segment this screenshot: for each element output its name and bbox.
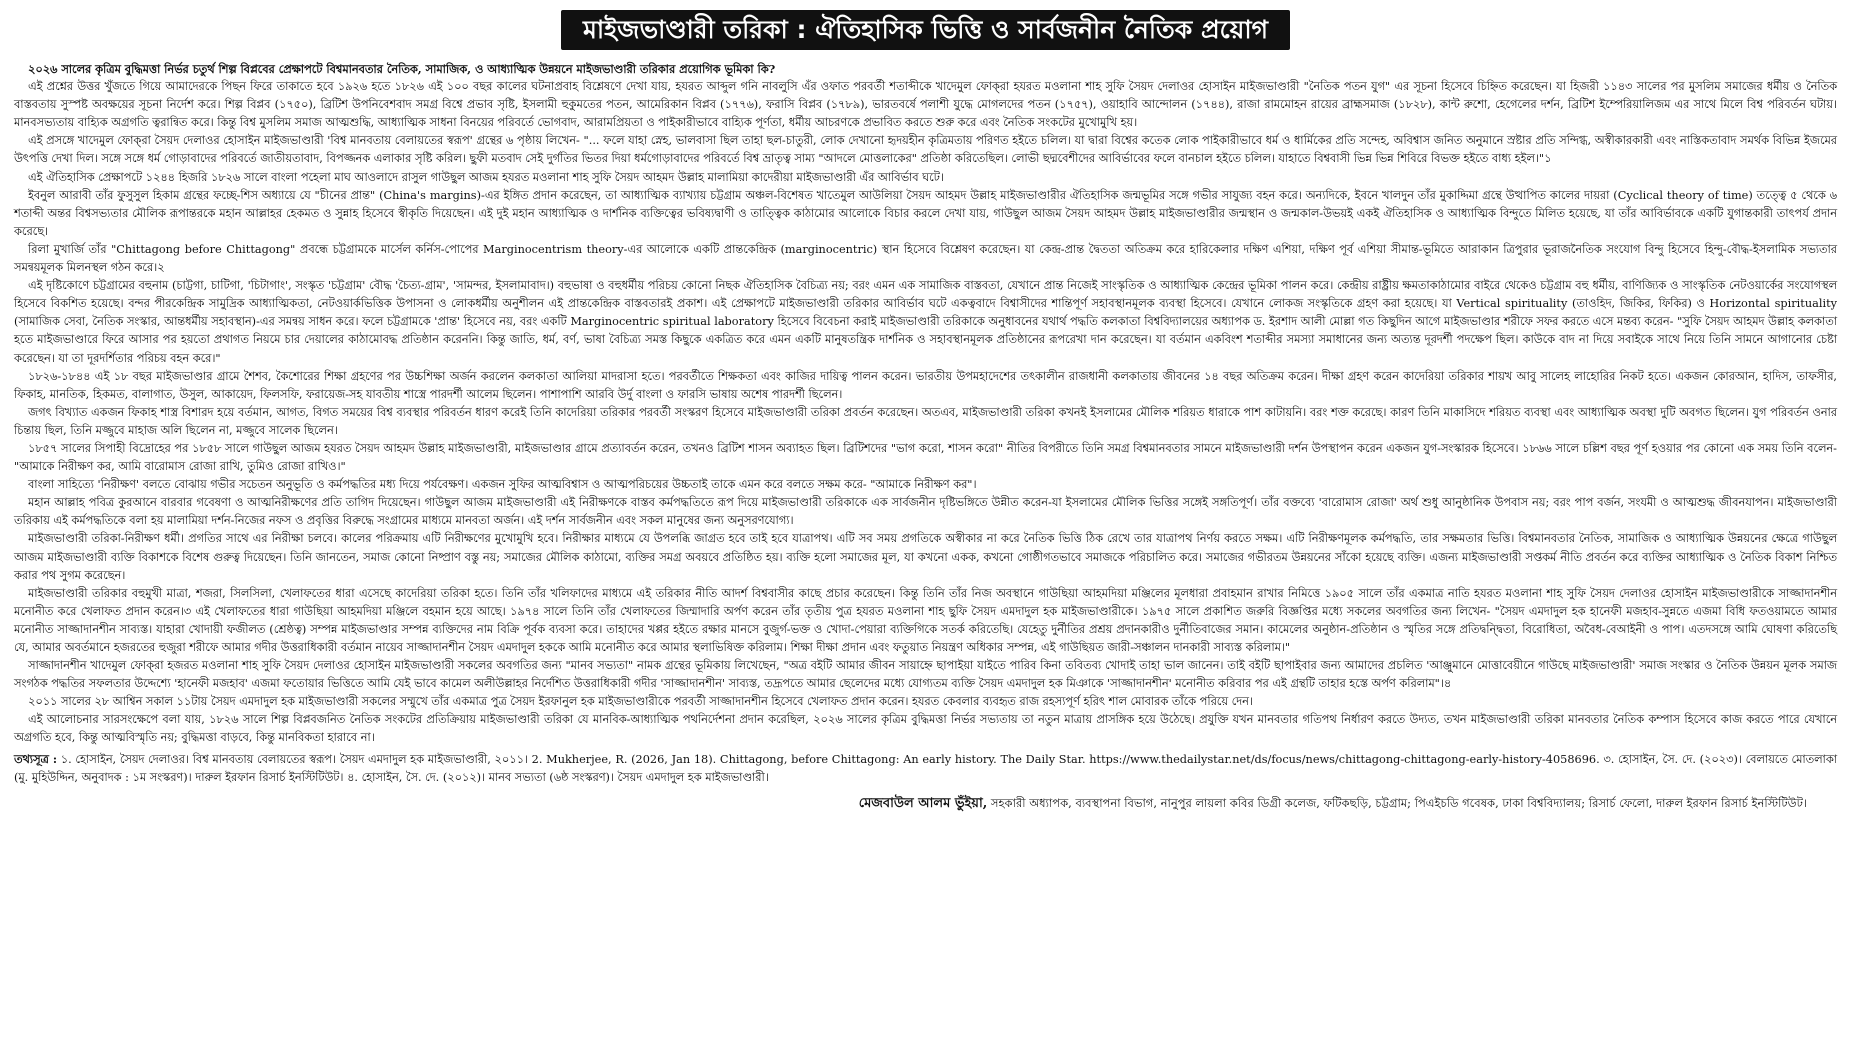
paragraph: মাইজভাণ্ডারী তরিকার বহুমুখী মাত্রা, শজরা, সিলসিলা, খেলাফতের ধারা এসেছে কাদেরিয়া তরিকা হতে। তিনি তাঁর খলিফাদের মাধ্যমে এই তরিকার নীতি আদর্শ বিশ্ববাসীর কাছে প্রচার করেছেন। কিন্তু তিনি তাঁর নিজ অবস্থানে গাউছিয়া আহমদিয়া মঞ্জিলের মূলধারা প্রবাহমান রাখার নিমিত্তে ১৯০৫ সালে তাঁর একমাত্র নাতি হযরত মওলানা শাহ সুফি সৈয়দ দেলাওর হোসাইন মাইজভাণ্ডারীকে সাজ্জাদানশীন মনোনীত করে খেলাফত প্রদান করেন।৩ এই খেলাফতের ধারা গাউছিয়া আহমদিয়া মঞ্জিলে বহমান হয়ে আছে। ১৯৭৪ সালে তিনি তাঁর খেলাফতের জিম্মাদারি অর্পণ করেন তাঁর তৃতীয় পুত্র হযরত মওলানা শাহ ছুফি সৈয়দ এমদাদুল হক মাইজভাণ্ডারীকে। ১৯৭৫ সালে প্রকাশিত জরুরি বিজ্ঞপ্তির মধ্যে সকলের অবগতির জন্য লিখেন- "সৈয়দ এমদাদুল হক হানেফী মজহাব-সুন্নতে এজমা বিধি ফতওয়ামতে আমার মনোনীত সাজ্জাদানশীন সাব্যস্ত। যাহারা খোদায়ী ফজীলত (শ্রেষ্ঠত্ব) সম্পন্ন মাইজভাণ্ডার সম্পন্ন ব্যক্তিদের নাম বিক্রি পূর্বক ব্যবসা করে। তাহাদের খপ্পর হইতে রক্ষার মানসে বুজুর্গ-ভক্ত ও খোদা-পেয়ারা ব্যক্তিগিকে সতর্ক করিতেছি। যেহেতু দুর্নীতির প্রশ্রয় প্রদানকারীও দুর্নীতিবাজের সমান। কামেলের অনুষ্ঠান-প্রতিষ্ঠান ও স্মৃতির সঙ্গে প্রতিদ্বন্দ্বিতা, বিরোধিতা, অবৈধ-বেআইনী ও পাপ। এতদসঙ্গে আমি ঘোষণা করিতেছি যে, আমার অবর্তমানে হজরতের হুজুরা শরীফে আমার গদীর উত্তরাধিকারী বর্তমান নায়েব সাজ্জাদানশীন সৈয়দ এমদাদুল হককে আমি মনোনীত করে আমার স্থলাভিষিক্ত করিলাম। শিক্ষা দীক্ষা প্রদান এবং ফতুয়াত নিয়ন্ত্রণ অধিকার সম্পন্ন, এই গাউছিয়ত জারী-সঞ্চালন দানকারী সাব্যস্ত করিলাম।" (14, 586, 1837, 654)
references-text: ১. হোসাইন, সৈয়দ দেলাওর। বিশ্ব মানবতায় বেলায়তের স্বরূপ। সৈয়দ এমদাদুল হক মাইজভাণ্ডারী, ২০১১। 2. Mukherjee, R. (2026, Jan 18). Chittagong, before Chittagong: An early history. The Daily Star. https://www.thedailystar.net/ds/focus/news/chittagong-chittagong-early-history-4058696. ৩. হোসাইন, সৈ. দে. (২০২৩)। বেলায়তে মোতলাকা (মু. মুহিউদ্দিন, অনুবাদক : ১ম সংস্করণ)। দারুল ইরফান রিসার্চ ইনস্টিটিউট। ৪. হোসাইন, সৈ. দে. (২০১২)। মানব সভ্যতা (৬ষ্ঠ সংস্করণ)। সৈয়দ এমদাদুল হক মাইজভাণ্ডারী। (14, 752, 1838, 784)
byline (14, 793, 1837, 814)
paragraph: মাইজভাণ্ডারী তরিকা-নিরীক্ষণ ধর্মী। প্রগতির সাথে এর নিরীক্ষা চলবে। কালের পরিক্রমায় এটি নিরীক্ষণের মুখোমুখি হবে। নিরীক্ষার মাধ্যমে যে উপলব্ধি জাগ্রত হবে তাই হবে যাত্রাপথ। এটি সব সময় প্রগতিকে অস্বীকার না করে নৈতিক ভিত্তি ঠিক রেখে তার যাত্রাপথ নির্ণয় করতে সক্ষম। এটি নিরীক্ষণমূলক কর্মপদ্ধতি, তার সক্ষমতার ভিত্তি। বিশ্বমানবতার নৈতিক, সামাজিক ও আধ্যাত্মিক উন্নয়নের ক্ষেত্রে গাউছুল আজম মাইজভাণ্ডারী ব্যক্তি বিকাশকে বিশেষ গুরুত্ব দিয়েছেন। তিনি জানতেন, সমাজ কোনো নিষ্প্রাণ বস্তু নয়; সমাজের মৌলিক কাঠামো, ব্যক্তির সমগ্র অবয়বে প্রতিষ্ঠিত হয়। ব্যক্তি হলো সমাজের মূল, যা কখনো একক, কখনো গোষ্ঠীগতভাবে সমাজকে পরিচালিত করে। সমাজের গভীরতম উন্নয়নের সাঁকো হয়েছে ব্যক্তি। এজন্য মাইজভাণ্ডারী সপ্তকর্ম নীতি প্রবর্তন করে ব্যক্তির আধ্যাত্মিক ও নৈতিক বিকাশ নিশ্চিত করার পথ সুগম করেছেন। (14, 532, 1837, 582)
paragraph: ১৮৫৭ সালের সিপাহী বিদ্রোহের পর ১৮৫৮ সালে গাউছুল আজম হযরত সৈয়দ আহমদ উল্লাহ মাইজভাণ্ডারী, মাইজভাণ্ডার গ্রামে প্রত্যাবর্তন করেন, তখনও ব্রিটিশ শাসন অব্যাহত ছিল। ব্রিটিশদের "ভাগ করো, শাসন করো" নীতির বিপরীতে তিনি সমগ্র বিশ্বমানবতার সামনে মাইজভাণ্ডারী দর্শন উপস্থাপন করেন একজন যুগ-সংস্কারক হিসেবে। ১৮৬৬ সালে চল্লিশ বছর পূর্ণ হওয়ার পর কোনো এক সময় তিনি বলেন- "আমাকে নিরীক্ষণ কর, আমি বারোমাস রোজা রাখি, তুমিও রোজা রাখিও।" (14, 441, 1837, 474)
paragraph: বাংলা সাহিত্যে 'নিরীক্ষণ' বলতে বোঝায় গভীর সচেতন অনুভূতি ও কর্মপদ্ধতির মধ্য দিয়ে পর্যবেক্ষণ। একজন সুফির আত্মবিশ্বাস ও আত্মপরিচয়ের উচ্চতাই তাকে এমন করে বলতে সক্ষম করে- "আমাকে নিরীক্ষণ কর"। (28, 478, 977, 492)
paragraph: এই ঐতিহাসিক প্রেক্ষাপটে ১২৪৪ হিজরি ১৮২৬ সালে বাংলা পহেলা মাঘ আওলাদে রাসুল গাউছুল আজম হযরত মওলানা শাহ সুফি সৈয়দ আহমদ উল্লাহ মালামিয়া কাদেরীয়া মাইজভাণ্ডারী এঁর আবির্ভাব ঘটে। (28, 170, 944, 184)
lead-question: ২০২৬ সালের কৃত্রিম বুদ্ধিমত্তা নির্ভর চতুর্থ শিল্প বিপ্লবের প্রেক্ষাপটে বিশ্বমানবতার নৈতিক, সামাজিক, ও আধ্যাত্মিক উন্নয়নে মাইজভাণ্ডারী তরিকার প্রয়োগিক ভূমিকা কি? (28, 62, 776, 76)
paragraph: ১৮২৬-১৮৪৪ এই ১৮ বছর মাইজভাণ্ডার গ্রামে শৈশব, কৈশোরের শিক্ষা গ্রহণের পর উচ্চশিক্ষা অর্জন করলেন কলকাতা আলিয়া মাদরাসা হতে। পরবর্তীতে শিক্ষকতা এবং কাজির দায়িত্ব পালন করেন। ভারতীয় উপমহাদেশের তৎকালীন রাজধানী কলকাতায় জীবনের ১৪ বছর অতিক্রম করেন। দীক্ষা গ্রহণ করেন কাদেরিয়া তরিকার শায়খ আবু সালেহ লাহোরির নিকট হতে। একজন কোরআন, হাদিস, তাফসীর, ফিকাহ, মানতিক, হিকমত, বালাগাত, উসুল, আকায়েদ, ফিলসফি, ফরায়েজ-সহ যাবতীয় শাস্ত্রে পারদর্শী আলেম ছিলেন। পাশাপাশি আরবি উর্দু বাংলা ও ফারসি ভাষায় অশেষ পারদর্শী ছিলেন। (14, 369, 1837, 401)
paragraph: এই প্রশ্নের উত্তর খুঁজতে গিয়ে আমাদেরকে পিছন ফিরে তাকাতে হবে ১৯২৬ হতে ১৮২৬ এই ১০০ বছর কালের ঘটনাপ্রবাহ বিশ্লেষণে দেখা যায়, হযরত আব্দুল গনি নাবলুসি এঁর ওফাত পরবর্তী শতাব্দীকে খাদেমুল ফোক্‌রা হযরত মওলানা শাহ সুফি সৈয়দ দেলাওর হোসাইন মাইজভাণ্ডারী "নৈতিক পতন যুগ" এর সূচনা হিসেবে চিহ্নিত করেছেন। যা হিজরী ১১৪৩ সালের পর মুসলিম সমাজের ধর্মীয় ও নৈতিক বাস্তবতায় সুস্পষ্ট অবক্ষয়ের সূচনা নির্দেশ করে। শিল্প বিপ্লব (১৭৫০), ব্রিটিশ উপনিবেশবাদ সমগ্র বিশ্বে প্রভাব সৃষ্টি, ইসলামী হুকুমতের পতন, আমেরিকান বিপ্লব (১৭৭৬), ফরাসি বিপ্লব (১৭৮৯), ভারতবর্ষে পলাশী যুদ্ধে মোগলদের পতন (১৭৫৭), ওয়াহাবি আন্দোলন (১৭৪৪), রাজা রামমোহন রায়ের ব্রাহ্মসমাজ (১৮২৮), কান্ট রুশো, হেগেলের দর্শন, ব্রিটিশ ইম্পেরিয়ালিজম এর সাথে মিলে বিশ্ব পরিবর্তন ঘটায়। মানবসভ্যতায় বাহ্যিক অগ্রগতি ত্বরান্বিত করে। কিন্তু বিশ্ব মুসলিম সমাজ আত্মশুদ্ধি, আধ্যাত্মিক সাধনা বিনয়ের পরিবর্তে ভোগবাদ, আরামপ্রিয়তা ও পাইকারীভাবে বাহ্যিক পূর্ণতা, ধর্মীয় আচরণকে প্রভাবিত করতে শুরু করে এবং নৈতিক সংকটের মুখোমুখি হয়। (14, 80, 1838, 130)
paragraph: জগৎ বিখ্যাত একজন ফিকাহ শাস্ত্র বিশারদ হয়ে বর্তমান, আগত, বিগত সময়ের বিশ্ব ব্যবস্থার পরিবর্তন ধারণ করেই তিনি কাদেরিয়া তরিকার পরবর্তী সংস্করণ হিসেবে মাইজভাণ্ডারী তরিকা প্রবর্তন করেছেন। অতএব, মাইজভাণ্ডারী তরিকা কখনই ইসলামের মৌলিক শরিয়ত ধারাকে পাশ কাটায়নি। বরং শক্ত করেছে। কারণ তিনি মাকাসিদে শরিয়ত ব্যবস্থা এবং আধ্যাত্মিক অবস্থা দুটি অবগত ছিলেন। যুগ পরিবর্তন ওনার চিন্তায় ছিল, তিনি মজ্জুবে মাহাজ অলি ছিলেন না, মজ্জুবে সালেক ছিলেন। (14, 405, 1837, 437)
references-label: তথ্যসূত্র : (14, 751, 58, 766)
paragraph: ইবনুল আরাবী তাঁর ফুসুসুল হিকাম গ্রন্থের ফচ্ছে-শিস অধ্যায়ে যে "চীনের প্রান্ত" (China's margins)-এর ইঙ্গিত প্রদান করেছেন, তা আধ্যাত্মিক ব্যাখ্যায় চট্টগ্রাম অঞ্চল-বিশেষত খাতেমুল আউলিয়া সৈয়দ আহমদ উল্লাহ মাইজভাণ্ডারীর ঐতিহাসিক জন্মভূমির সঙ্গে গভীর সাযুজ্য বহন করে। অন্যদিকে, ইবনে খালদুন তাঁর মুকাদ্দিমা গ্রন্থে উত্থাপিত কালের দায়রা (Cyclical theory of time) তত্ত্বে ৫ থেকে ৬ শতাব্দী অন্তর বিশ্বসভ্যতার মৌলিক রূপান্তরকে মহান আল্লাহর হেকমত ও সুন্নাহ হিসেবে স্বীকৃতি দিয়েছেন। এই দুই মহান আধ্যাত্মিক ও দার্শনিক ব্যক্তিত্বের ভবিষ্যদ্বাণী ও তাত্ত্বিক কাঠামোর আলোকে বিচার করলে দেখা যায়, গাউছুল আজম সৈয়দ আহমদ উল্লাহ মাইজভাণ্ডারীর জন্মস্থান ও জন্মকাল-উভয়ই একই ঐতিহাসিক ও আধ্যাত্মিক বিন্দুতে মিলিত হয়েছে, যা তাঁর আবির্ভাবকে একটি যুগান্তকারী তাৎপর্য প্রদান করেছে। (14, 188, 1837, 238)
paragraph: ২০১১ সালের ২৮ আশ্বিন সকাল ১১টায় সৈয়দ এমদাদুল হক মাইজভাণ্ডারী সকলের সম্মুখে তাঁর একমাত্র পুত্র সৈয়দ ইরফানুল হক মাইজভাণ্ডারীকে পরবর্তী সাজ্জাদানশীন হিসেবে খেলাফত প্রদান করেন। হযরত কেবলার ব্যবহৃত রাজ রহস্যপূর্ণ হরিৎ শাল মোবারক তাঁকে পরিয়ে দেন। (28, 695, 1253, 709)
article-title: মাইজভাণ্ডারী তরিকা : ঐতিহাসিক ভিত্তি ও সার্বজনীন নৈতিক প্রয়োগ (561, 10, 1290, 50)
paragraph: এই আলোচনার সারসংক্ষেপে বলা যায়, ১৮২৬ সালে শিল্প বিপ্লবজনিত নৈতিক সংকটের প্রতিক্রিয়ায় মাইজভাণ্ডারী তরিকা যে মানবিক-আধ্যাত্মিক পথনির্দেশনা প্রদান করেছিল, ২০২৬ সালের কৃত্রিম বুদ্ধিমত্তা নির্ভর সভ্যতায় তা নতুন মাত্রায় প্রাসঙ্গিক হয়ে উঠেছে। প্রযুক্তি যখন মানবতার গতিপথ নির্ধারণ করতে উদ্যত, তখন মাইজভাণ্ডারী তরিকা মানবতার নৈতিক কম্পাস হিসেবে কাজ করতে পারে যেখানে অগ্রগতি হবে, কিন্তু আত্মবিস্মৃতি নয়; বুদ্ধিমত্তা বাড়বে, কিন্তু মানবিকতা হারাবে না। (14, 713, 1837, 745)
title-bar (14, 10, 1837, 56)
paragraph: এই দৃষ্টিকোণে চট্টগ্রামের বহুনাম (চাট্টগা, চাটিগা, 'চিটাগাং', সংস্কৃত 'চট্টগ্রাম' বৌদ্ধ 'চৈত্য-গ্রাম', 'সামন্দর, ইসলামাবাদ।) বহুভাষা ও বহুধর্মীয় পরিচয় কোনো নিছক ঐতিহাসিক বৈচিত্র্য নয়; বরং এমন এক সামাজিক বাস্তবতা, যেখানে প্রান্ত নিজেই সাংস্কৃতিক ও আধ্যাত্মিক কেন্দ্রের ভূমিকা পালন করে। কেন্দ্রীয় রাষ্ট্রীয় ক্ষমতাকাঠামোর বাইরে থেকেও চট্টগ্রাম বহু ধর্মীয়, বাণিজ্যিক ও সাংস্কৃতিক নেটওয়ার্কের সংযোগস্থল হিসেবে বিকশিত হয়েছে। বন্দর পীরকেন্দ্রিক সামুদ্রিক আধ্যাত্মিকতা, নেটওয়ার্কভিত্তিক উপাসনা ও লোকধর্মীয় অনুশীলন এই প্রান্তকেন্দ্রিক বাস্তবতারই প্রকাশ। এই প্রেক্ষাপটে মাইজভাণ্ডারী তরিকার আবির্ভাব ঘটে একত্ববাদে বিশ্বাসীদের শান্তিপূর্ণ সহাবস্থানমূলক ব্যবস্থা হিসেবে। যেখানে লোকজ সংস্কৃতিকে গ্রহণ করা হয়েছে। যা Vertical spirituality (তাওহিদ, জিকির, ফিকির) ও Horizontal spirituality (সামাজিক সেবা, নৈতিক সংস্কার, আন্তধর্মীয় সহাবস্থান)-এর সমন্বয় সাধন করে। ফলে চট্টগ্রামকে 'প্রান্ত' হিসেবে নয়, বরং একটি Marginocentric spiritual laboratory হিসেবে বিবেচনা করাই মাইজভাণ্ডারী তরিকাকে অনুধাবনের যথার্থ পদ্ধতি কলকাতা বিশ্ববিদ্যালয়ের অধ্যাপক ড. ইরশাদ আলী মোল্লা গত কিছুদিন আগে মাইজভাণ্ডার শরীফে সফর করতে এসে মন্তব্য করেন- "সুফি সৈয়দ আহমদ উল্লাহ কলকাতা হতে মাইজভাণ্ডারে ফিরে আসার পর হয়তো প্রথাগত নিয়মে চার দেয়ালের কাঠামোবদ্ধ প্রতিষ্ঠান করেননি। কিন্তু জাতি, ধর্ম, বর্ণ, ভাষা বৈচিত্র্য সমস্ত কিছুকে একত্রিত করে এমন একটি মানুষতন্ত্রিক দার্শনিক ও সহাবস্থানমূলক প্রতিষ্ঠানের রূপরেখা দান করেছেন। যা বর্তমান একবিংশ শতাব্দীর সমস্যা সমাধানের জন্য অত্যন্ত দূরদর্শী পদক্ষেপ ছিল। কাউকে বাদ না দিয়ে সবাইকে সাথে নিয়ে তিনি সামনে আগানোর চেষ্টা করেছেন। যা তা দূরদর্শিতার পরিচয় বহন করে।" (14, 279, 1837, 365)
author-details: সহকারী অধ্যাপক, ব্যবস্থাপনা বিভাগ, নানুপুর লায়লা কবির ডিগ্রী কলেজ, ফটিকছড়ি, চট্টগ্রাম; পিএইচডি গবেষক, ঢাকা বিশ্ববিদ্যালয়; রিসার্চ ফেলো, দারুল ইরফান রিসার্চ ইনস্টিটিউট। (990, 795, 1807, 810)
author-name: মেজবাউল আলম ভুঁইয়া, (858, 795, 988, 811)
paragraph: রিলা মুখার্জি তাঁর "Chittagong before Chittagong" প্রবন্ধে চট্টগ্রামকে মার্সেল কর্নিস-পোপের Marginocentrism theory-এর আলোকে একটি প্রান্তকেন্দ্রিক (marginocentric) স্থান হিসেবে বিশ্লেষণ করেছেন। যা কেন্দ্র-প্রান্ত দ্বৈততা অতিক্রম করে হারিকেলার দক্ষিণ এশিয়া, দক্ষিণ পূর্ব এশিয়া সীমান্ত-ভূমিতে আরাকান ত্রিপুরার ভূরাজনৈতিক সংযোগ বিন্দু হিসেবে হিন্দু-বৌদ্ধ-ইসলামিক সভ্যতার সমন্বয়মূলক মিলনস্থল গঠন করে।২ (14, 242, 1837, 275)
paragraph: সাজ্জাদানশীন খাদেমুল ফোক্‌রা হজরত মওলানা শাহ সুফি সৈয়দ দেলাওর হোসাইন মাইজভাণ্ডারী সকলের অবগতির জন্য "মানব সভ্যতা" নামক গ্রন্থের ভূমিকায় লিখেছেন, "অত্র বইটি আমার জীবন সায়াহ্নে ছাপাইয়া যাইতে পারিব কিনা তবিতব্য খোদাই তাহা ভাল জানেন। তাই বইটি ছাপাইবার জন্য আমাদের প্রচলিত 'আঞ্জুমানে মোত্তাবেয়ীনে গাউছে মাইজভাণ্ডারী' সমাজ সংস্কার ও নৈতিক উন্নয়ন মূলক সমাজ সংগঠক পদ্ধতির সফলতার উদ্দেশ্যে 'হানেফী মজহাব' এজমা ফতোয়ার ভিত্তিতে আমি যেই ভাবে কামেল অলীউল্লাহর নির্দেশিত উত্তরাধিকারী গদীর 'সাজ্জাদানশীন' সাব্যস্ত, তদ্রূপতে আমার ছেলেদের মধ্যে যোগ্যতম ব্যক্তি সৈয়দ এমদাদুল হক মিঞাকে 'সাজ্জাদানশীন' মনোনীত করিবার পর এই গ্রন্থটি তাহার হস্তে অর্পণ করিলাম"।৪ (14, 659, 1837, 691)
article-body (14, 60, 1837, 748)
paragraph: মহান আল্লাহ পবিত্র কুরআনে বারবার গবেষণা ও আত্মনিরীক্ষণের প্রতি তাগিদ দিয়েছেন। গাউছুল আজম মাইজভাণ্ডারী এই নিরীক্ষণকে বাস্তব কর্মপদ্ধতিতে রূপ দিয়ে মাইজভাণ্ডারী তরিকাকে এক সার্বজনীন দৃষ্টিভঙ্গিতে উন্নীত করেন-যা ইসলামের মৌলিক ভিত্তির সঙ্গেই সঙ্গতিপূর্ণ। তাঁর বক্তব্যে 'বারোমাস রোজা' অর্থ শুধু আনুষ্ঠানিক উপবাস নয়; বরং পাপ বর্জন, সংযমী ও আত্মশুদ্ধ জীবনযাপন। মাইজভাণ্ডারী তরিকায় এই কর্মপদ্ধতিকে বলা হয় মালামিয়া দর্শন-নিজের নফস ও প্রবৃত্তির বিরুদ্ধে সংগ্রামের মাধ্যমে মানবতা অর্জন। এই দর্শন সার্বজনীন এবং সকল মানুষের জন্য অনুসরণযোগ্য। (14, 496, 1837, 528)
references (14, 750, 1837, 787)
paragraph: এই প্রসঙ্গে খাদেমুল ফোক্‌রা সৈয়দ দেলাওর হোসাইন মাইজভাণ্ডারী 'বিশ্ব মানবতায় বেলায়তের স্বরূপ' গ্রন্থের ৬ পৃষ্ঠায় লিখেন- "... ফলে যাহা স্নেহ, ভালবাসা ছিল তাহা ছল-চাতুরী, লোক দেখানো হৃদয়হীন কৃত্রিমতায় পরিণত হইতে চলিল। যা দ্বারা বিশ্বের কতেক লোক পাইকারীভাবে ধর্ম ও ধার্মিকের প্রতি সন্দেহ, অবিশ্বাস জনিত অনুমানে স্রষ্টার প্রতি সন্দিগ্ধ, অস্বীকারকারী এবং নাস্তিকতাবাদ সমর্থক বিভিন্ন ইজমের উৎপত্তি দেখা দিল। সঙ্গে সঙ্গে ধর্ম গোড়াবাদের পরিবর্তে জাতীয়তাবাদ, বিপজ্জনক এলাকার সৃষ্টি করিল। ছুফী মতবাদ সেই দুর্গতির ভিতর দিয়া ধর্মগোড়াবাদের পরিবর্তে বিশ্ব ভ্রাতৃত্ব সাম্য "আদলে মোত্তলাকের" প্রতিষ্ঠা করিতেছিল। লোভী ছদ্মবেশীদের আবির্ভাবের ফলে বানচাল হইতে চলিল। যাহাতে বিশ্ববাসী ভিন্ন ভিন্ন শিবিরে বিভক্ত হইতে বাধ্য হইল।"১ (14, 134, 1837, 166)
